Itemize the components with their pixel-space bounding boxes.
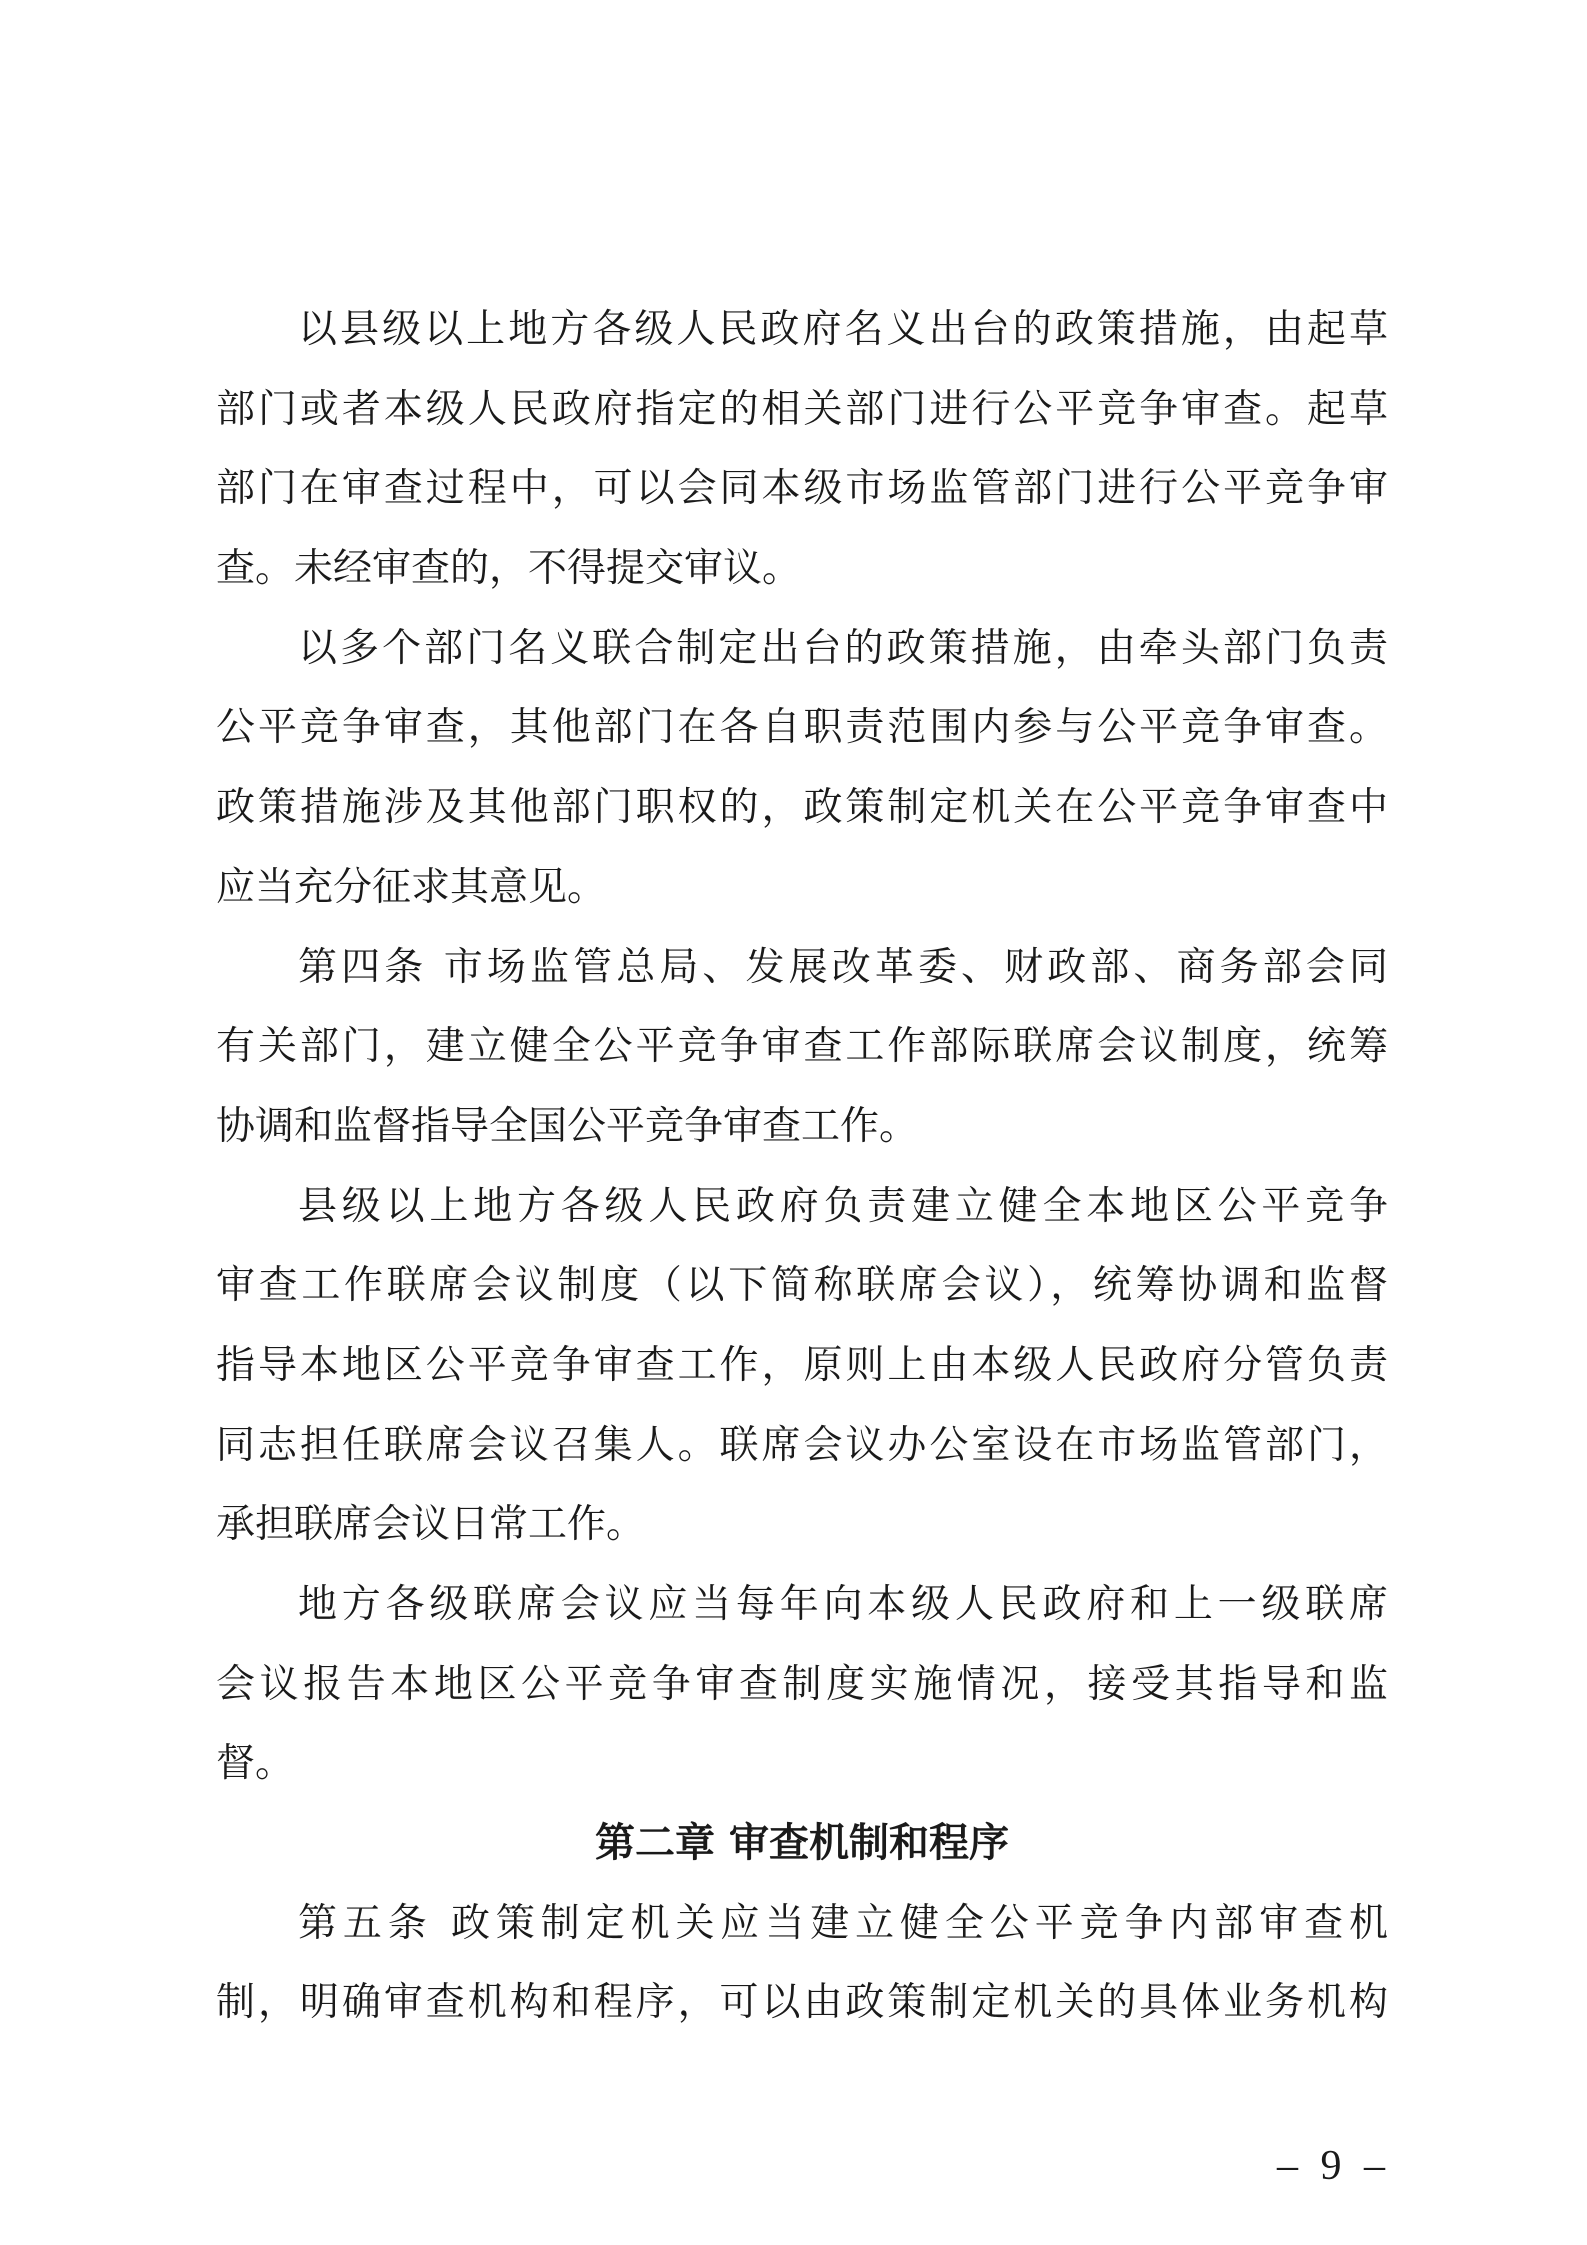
- paragraph-5-line-3: 督。: [216, 1741, 295, 1787]
- paragraph-2-line-2: 公平竞争审查，其他部门在各自职责范围内参与公平竞争审查。: [216, 705, 1388, 751]
- article-4-line-1: 第四条 市场监管总局、发展改革委、财政部、商务部会同: [298, 944, 1388, 990]
- article-4-line-2: 有关部门，建立健全公平竞争审查工作部际联席会议制度，统筹: [216, 1024, 1388, 1070]
- paragraph-2-line-3: 政策措施涉及其他部门职权的，政策制定机关在公平竞争审查中: [216, 785, 1388, 831]
- paragraph-4-line-3: 指导本地区公平竞争审查工作，原则上由本级人民政府分管负责: [216, 1342, 1388, 1388]
- paragraph-4-line-4: 同志担任联席会议召集人。联席会议办公室设在市场监管部门，: [216, 1422, 1388, 1468]
- document-body: [216, 290, 1388, 2043]
- paragraph-5-line-1: 地方各级联席会议应当每年向本级人民政府和上一级联席: [298, 1582, 1388, 1627]
- paragraph-1-line-3: 部门在审查过程中，可以会同本级市场监管部门进行公平竞争审: [216, 466, 1388, 512]
- paragraph-5-line-2: 会议报告本地区公平竞争审查制度实施情况，接受其指导和监: [216, 1661, 1388, 1707]
- article-5-line-2: 制，明确审查机构和程序，可以由政策制定机关的具体业务机构: [216, 1980, 1388, 2026]
- paragraph-4-line-5: 承担联席会议日常工作。: [216, 1502, 646, 1548]
- paragraph-1-line-2: 部门或者本级人民政府指定的相关部门进行公平竞争审查。起草: [216, 386, 1388, 432]
- paragraph-2-line-1: 以多个部门名义联合制定出台的政策措施，由牵头部门负责: [298, 625, 1388, 671]
- article-4-line-3: 协调和监督指导全国公平竞争审查工作。: [216, 1103, 919, 1149]
- paragraph-1-line-1: 以县级以上地方各级人民政府名义出台的政策措施，由起草: [298, 307, 1388, 352]
- page-number: – 9 –: [1277, 2143, 1391, 2189]
- article-5-line-1: 第五条 政策制定机关应当建立健全公平竞争内部审查机: [298, 1900, 1388, 1946]
- paragraph-4-line-2: 审查工作联席会议制度（以下简称联席会议），统筹协调和监督: [216, 1263, 1388, 1309]
- paragraph-4-line-1: 县级以上地方各级人民政府负责建立健全本地区公平竞争: [298, 1183, 1388, 1229]
- chapter-heading: 第二章 审查机制和程序: [595, 1820, 1009, 1867]
- paragraph-2-line-4: 应当充分征求其意见。: [216, 864, 607, 910]
- paragraph-1-line-4: 查。未经审查的，不得提交审议。: [216, 546, 802, 592]
